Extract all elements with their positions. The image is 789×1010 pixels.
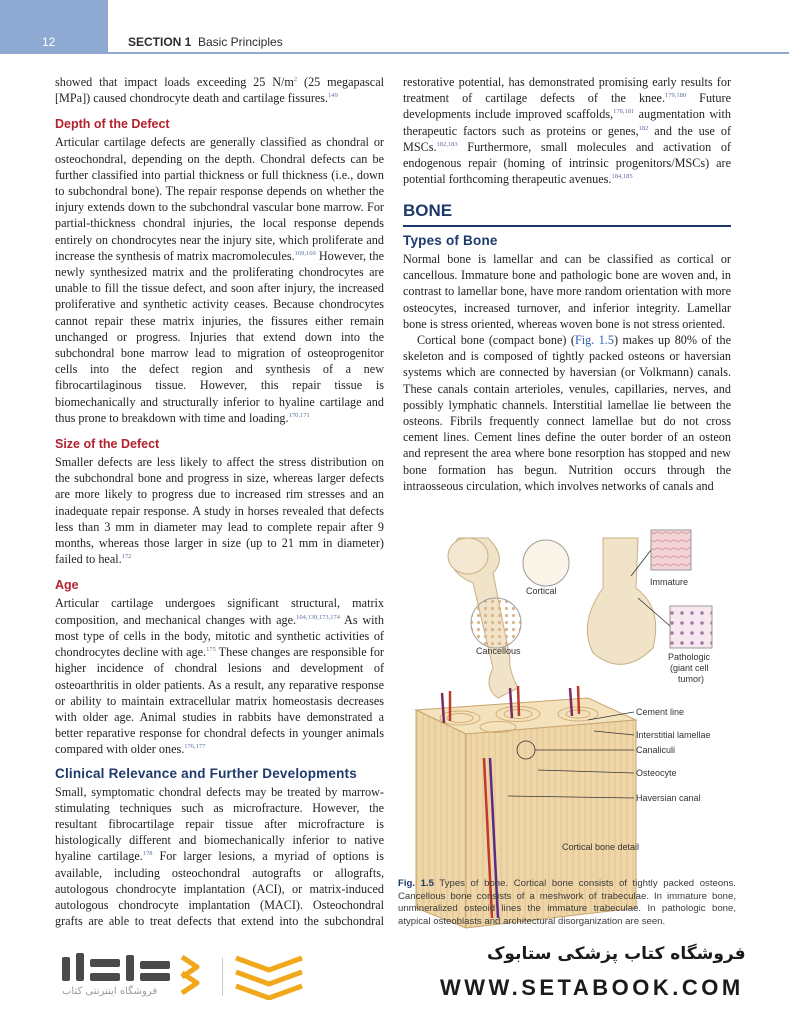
logo-divider [222, 958, 223, 996]
label-cement-line: Cement line [636, 707, 685, 717]
citation: 178 [142, 850, 153, 858]
logo-tagline: فروشگاه اینترنتی کتاب [62, 986, 158, 997]
label-canaliculi: Canaliculi [636, 745, 676, 755]
paragraph: showed that impact loads exceeding 25 $N/m^2$ (25 megapascal [MPa]) caused chondrocyte death and cartilage fissures.$^{149}$ [55, 75, 384, 106]
heading-types-of-bone: Types of Bone [403, 232, 498, 248]
citation: 169,169 [294, 249, 316, 257]
citation: 172 [121, 553, 132, 561]
cortical-detail [523, 540, 569, 586]
paragraph: restorative potential, has demonstrated promising early results for treatment of cartilage defects of the knee.$^{179,180}$ Future developments include improved scaffolds,$^{178,181}$ augmentation with therapeutic factors such as proteins or genes,$^{182}$ and the use of MSCs.$^{182,183}$ Furthermore, small molecules and activation of endogenous repair (homing of intrinsic progenitors/MSCs) are potential forthcoming therapeutic avenues.$^{184,185}$ [403, 75, 732, 187]
caption-id: Fig. 1.5 [398, 878, 434, 889]
left-column [55, 74, 384, 946]
label-pathologic-3: tumor) [678, 674, 705, 684]
citation: 178,181 [613, 108, 635, 116]
citation: 179,180 [665, 92, 687, 100]
citation: 104,139,173,174 [296, 613, 340, 621]
paragraph: Cortical bone (compact bone) (Fig. 1.5) makes up 80% of the skeleton and is composed of tightly packed osteons or haversian systems which are connected by haversian (or Volkmann) canals. These canals contain arterioles, venules, capillaries, nerves, and possibly lymphatic channels. Interstitial lamellae lie between the osteons. Fibrils frequently connect lamellae but do not cross cement lines. Cement lines define the outer border of an osteon and represent the area where bone resorption has stopped and new bone formation has begun. Nutrition occurs through the intraosseous circulation, which involves networks of canals and [403, 332, 731, 493]
heading-bone: BONE [403, 201, 453, 221]
paragraph: Small, symptomatic chondral defects may be treated by marrow-stimulating techniques such as microfracture. However, the resultant fibrocartilage repair tissue after microfracture is histologically different and biomechanically inferior to native hyaline cartilage.$^{178}$ For larger lesions, a myriad of options is available, including osteochondral autografts or allografts, autologous chondrocyte implantation (ACI), or matrix-induced autologous chondrocyte implantation (MACI). Osteochondral grafts are able to treat defects that extend into the subchondral [55, 784, 384, 929]
figure-caption: Fig. 1.5 Types of bone. Cortical bone consists of tightly packed osteons. Cancellous bone consists of a meshwork of trabeculae. In immature bone, unmineralized osteoid lines the immature trabeculae. In pathologic bone, atypical osteoblasts and architectural disorganization are seen. [398, 878, 736, 927]
heading-size-of-defect: Size of the Defect [55, 437, 160, 452]
paragraph: Articular cartilage undergoes significant structural, matrix composition, and mechanical changes with age.$^{104,139,173,174}$ As with most type of cells in the body, mitotic and synthetic activities of chondrocytes decline with age.$^{175}$ These changes are responsible for higher incidence of chondral lesions and development of osteoarthritis in older patients. As a result, any reparative response or ability to maintain extracellular matrix homeostasis decreases with older age. Animal studies in rabbits have demonstrated a better reparative response for chondral defects in younger animals compared with older ones.$^{176,177}$ [55, 596, 384, 757]
section-title: Basic Principles [198, 35, 283, 49]
citation: 182,183 [436, 140, 458, 148]
page-number: 12 [42, 35, 56, 49]
label-cortical: Cortical [526, 586, 557, 596]
paragraph: Articular cartilage defects are generally classified as chondral or osteochondral, depending on the depth. Chondral defects can be further classified into partial thickness or full thickness (i.e., down to subchondral bone). The repair response depends on whether the injury extends down to the subchondral vascular bone marrow. For partial-thickness chondral injuries, the local response depends entirely on chondrocytes near the injury site, which proliferate and increase the synthesis of matrix macromolecules.$^{169,169}$ However, the newly synthesized matrix and the proliferating chondrocytes are unable to fill the tissue defect, and soon after injury, the increased proliferative and synthetic activity ceases. Because chondrocytes cannot repair these matrix injuries, the fissures either remain unchanged or progress. Injuries that extend down into the subchondral bone marrow lead to migration of osteoprogenitor cells into the defect region and synthesis of a new fibrocartilaginous tissue. However, this repair tissue is biomechanically and structurally inferior to hyaline cartilage and thus prone to breakdown with time and loading.$^{170,171}$ [55, 135, 385, 425]
store-url[interactable]: WWW.SETABOOK.COM [440, 975, 744, 1000]
citation: 175 [206, 646, 216, 654]
figure-link[interactable]: Fig. 1.5 [574, 332, 614, 347]
cancellous-detail [471, 598, 521, 648]
label-cortical-bone-detail: Cortical bone detail [562, 842, 640, 852]
heading-clinical-relevance: Clinical Relevance and Further Developments [55, 765, 357, 781]
citation: 149 [328, 92, 338, 100]
citation: 184,185 [611, 173, 633, 181]
citation: 182 [638, 124, 649, 132]
label-immature: Immature [650, 577, 689, 587]
section-label: SECTION 1 [128, 35, 192, 49]
pathologic-detail [670, 606, 712, 648]
label-interstitial-lamellae: Interstitial lamellae [636, 730, 711, 740]
immature-detail [651, 530, 691, 570]
citation: 176,177 [184, 743, 206, 751]
heading-rule [403, 225, 731, 227]
label-pathologic: Pathologic [668, 652, 711, 662]
figure-bone-types [398, 528, 736, 930]
paragraph: Smaller defects are less likely to affect the stress distribution on the subchondral bone and progress in size, whereas larger defects are more likely to progress due to increased rim stresses and an inadequate repair response. A study in horses revealed that defects less than 3 mm in diameter may lead to complete repair after 9 months, whereas those larger in size (up to 21 mm in diameter) failed to heal.$^{172}$ [55, 455, 384, 567]
label-pathologic-2: (giant cell [670, 663, 709, 673]
citation: 170,171 [288, 411, 310, 419]
right-column [403, 74, 731, 494]
heading-age: Age [55, 578, 79, 593]
header-rule [0, 52, 789, 54]
label-haversian-canal: Haversian canal [636, 793, 701, 803]
label-osteocyte: Osteocyte [636, 768, 677, 778]
label-cancellous: Cancellous [476, 646, 521, 656]
book-mark-icon [232, 952, 306, 1000]
heading-depth-of-defect: Depth of the Defect [55, 117, 170, 132]
store-name-persian: فروشگاه کتاب پزشکی ستابوک [487, 944, 746, 964]
paragraph: Normal bone is lamellar and can be classified as cortical or cancellous. Immature bone and pathologic bone are woven and, in contrast to lamellar bone, have more random orientation with more osteocytes, increased turnover, and inferior integrity. Lamellar bone is stress oriented, whereas woven bone is not stress oriented. [403, 251, 731, 331]
